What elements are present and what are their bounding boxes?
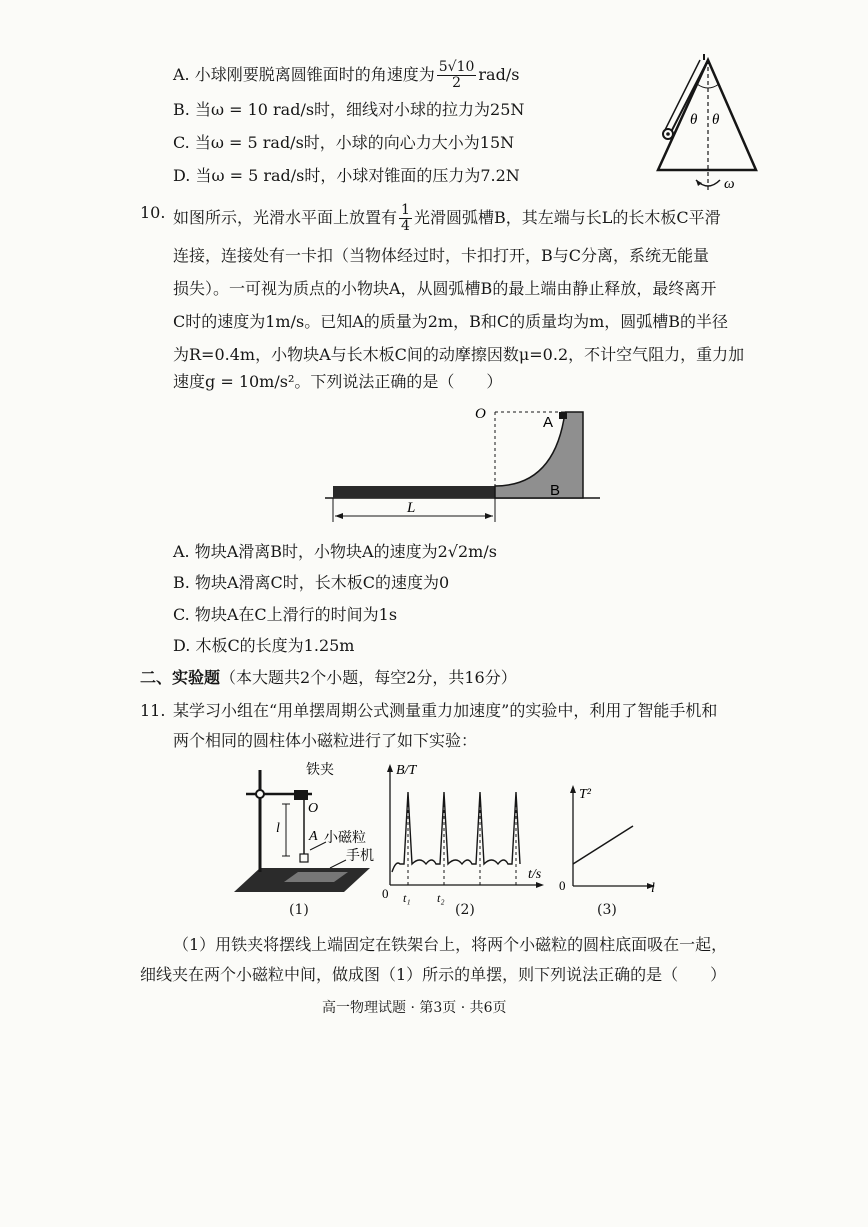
option-letter: D.	[173, 166, 191, 185]
q10-number: 10.	[140, 203, 166, 222]
option-letter: C.	[173, 133, 190, 152]
label-a: A	[309, 829, 318, 844]
theta-right-label: θ	[712, 112, 720, 128]
magnetic-field-graph	[380, 760, 550, 905]
q10-line: 为R=0.4m，小物块A与长木板C间的动摩擦因数μ=0.2，不计空气阻力，重力加	[173, 345, 745, 364]
option-letter: D.	[173, 636, 191, 655]
fig2-caption: (2)	[455, 902, 475, 918]
q9-option-c	[173, 133, 514, 153]
option-text: 物块A滑离C时，长木板C的速度为0	[194, 573, 450, 592]
label-clamp: 铁夹	[306, 761, 334, 777]
option-letter: C.	[173, 605, 190, 624]
section-note: （本大题共2个小题，每空2分，共16分）	[220, 668, 517, 687]
q9-option-b	[173, 100, 524, 120]
q10-line: 速度g = 10m/s²。下列说法正确的是（ ）	[173, 372, 503, 391]
q10-line1	[173, 203, 721, 234]
pendulum-apparatus-figure	[230, 760, 380, 900]
theta-left-label: θ	[690, 112, 698, 128]
fraction-numerator: 1	[401, 202, 410, 218]
q11-line: 两个相同的圆柱体小磁粒进行了如下实验：	[173, 731, 478, 750]
label-y: T²	[579, 787, 591, 802]
q10-option-a	[173, 542, 497, 562]
option-text: 当ω = 10 rad/s时，细线对小球的拉力为25N	[194, 100, 525, 119]
q11-number: 11.	[140, 701, 166, 720]
linear-graph-line	[573, 826, 633, 864]
option-letter: A.	[173, 542, 190, 561]
label-origin: 0	[559, 878, 566, 893]
label-l: l	[276, 821, 280, 836]
signal-curve	[392, 792, 520, 872]
section-heading	[140, 668, 517, 688]
q11-sub1-line: （1）用铁夹将摆线上端固定在铁架台上，将两个小磁粒的圆柱底面吸在一起，	[173, 935, 728, 954]
label-x: t/s	[528, 867, 542, 882]
board-c	[333, 486, 495, 498]
q11-sub1-line: 细线夹在两个小磁粒中间，做成图（1）所示的单摆，则下列说法正确的是（ ）	[140, 965, 727, 984]
option-text: 小球刚要脱离圆锥面时的角速度为	[194, 65, 435, 84]
label-y: B/T	[396, 763, 417, 778]
q10-line: C时的速度为1m/s。已知A的质量为2m，B和C的质量均为m，圆弧槽B的半径	[173, 312, 729, 331]
fraction	[437, 60, 477, 91]
option-text: 木板C的长度为1.25m	[195, 636, 355, 655]
q10-option-d	[173, 636, 354, 656]
page-footer: 高一物理试题 · 第3页 · 共6页	[322, 1000, 507, 1016]
label-o: O	[308, 801, 319, 816]
q9-option-d	[173, 166, 520, 186]
q10-line: 连接，连接处有一卡扣（当物体经过时，卡扣打开，B与C分离，系统无能量	[173, 246, 710, 265]
q10-line: 损失）。一可视为质点的小物块A，从圆弧槽B的最上端由静止释放，最终离开	[173, 279, 717, 298]
label-t2: t₂	[437, 891, 445, 905]
cone-figure	[650, 52, 765, 197]
label-o: O	[475, 406, 486, 422]
option-text: 当ω = 5 rad/s时，小球的向心力大小为15N	[194, 133, 515, 152]
block-a	[559, 412, 567, 419]
q11-line: 某学习小组在“用单摆周期公式测量重力加速度”的实验中，利用了智能手机和	[173, 701, 718, 720]
option-letter: B.	[173, 100, 190, 119]
option-text: 物块A滑离B时，小物块A的速度为2√2m/s	[194, 542, 497, 561]
arc-groove-b	[495, 412, 583, 498]
option-text: 当ω = 5 rad/s时，小球对锥面的压力为7.2N	[195, 166, 520, 185]
fraction-denominator: 4	[401, 218, 410, 234]
fraction	[399, 203, 412, 234]
q10-text: 如图所示，光滑水平面上放置有	[173, 208, 398, 227]
label-origin: 0	[382, 886, 389, 901]
option-letter: B.	[173, 573, 190, 592]
period-length-graph	[555, 780, 665, 895]
label-phone: 手机	[346, 847, 374, 863]
q9-option-a	[173, 60, 519, 91]
label-a: A	[543, 414, 554, 431]
option-letter: A.	[173, 65, 190, 84]
q10-text: 光滑圆弧槽B，其左端与长L的长木板C平滑	[413, 208, 721, 227]
label-t1: t₁	[403, 891, 411, 905]
label-l: L	[407, 500, 416, 516]
q10-option-b	[173, 573, 449, 593]
q10-option-c	[173, 605, 397, 625]
fraction-numerator: 5√10	[438, 59, 475, 75]
fraction-denominator: 2	[452, 75, 462, 91]
option-unit: rad/s	[478, 65, 520, 84]
fig3-caption: (3)	[597, 902, 617, 918]
magnet	[300, 854, 308, 862]
label-magnet: 小磁粒	[324, 829, 366, 845]
fig1-caption: (1)	[289, 902, 309, 918]
groove-board-figure	[325, 402, 610, 530]
label-b: B	[550, 482, 561, 499]
iron-clamp	[294, 790, 308, 800]
omega-label: ω	[724, 176, 735, 192]
option-text: 物块A在C上滑行的时间为1s	[194, 605, 398, 624]
label-x: l	[651, 881, 655, 895]
section-title: 二、实验题	[140, 668, 221, 687]
pendulum-string	[670, 60, 708, 134]
